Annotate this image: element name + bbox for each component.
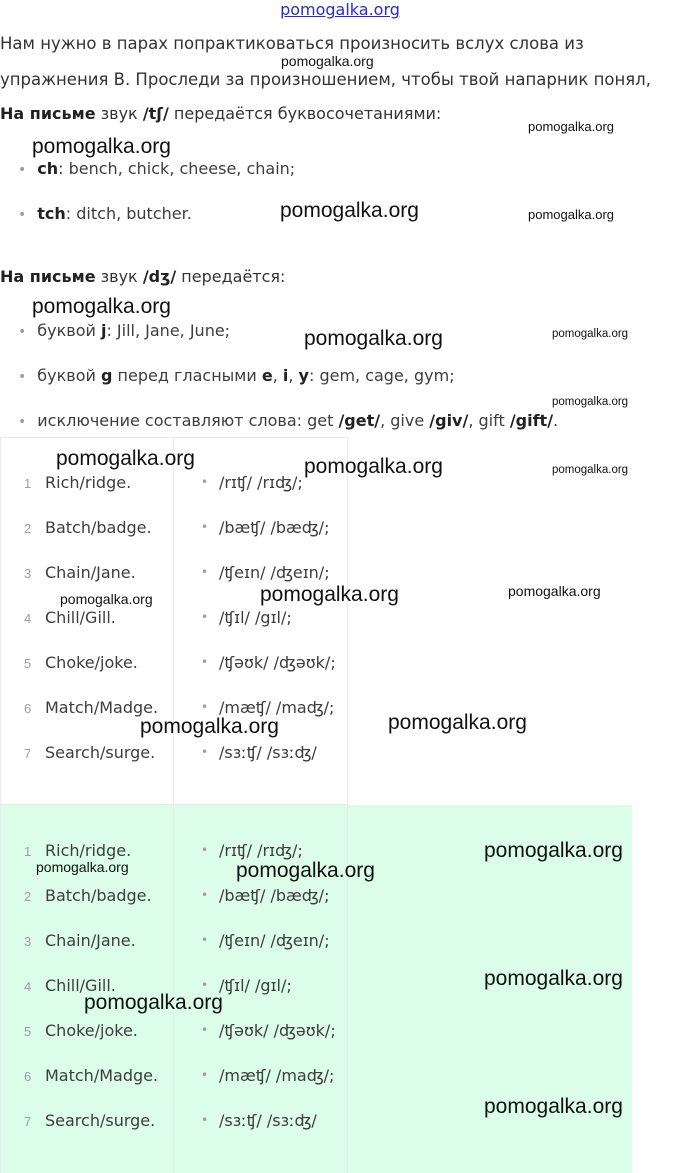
list-item [18,159,295,178]
transcription-pair: /ʧɪl/ /gɪl/; [219,608,292,627]
letter-combo: ch [37,159,59,178]
table-row [0,886,632,910]
word-pair: Rich/ridge. [45,841,132,860]
word-pair: Match/Madge. [45,1066,159,1085]
bullet-icon: • [201,888,209,902]
list-item [18,411,558,430]
intro-line-2: упражнения В. Проследи за произношением, чтобы твой напарник понял, [0,70,651,89]
row-number: 5 [24,1024,32,1039]
table-row [0,1021,632,1045]
word-pair: Match/Madge. [45,698,159,717]
word-pair: Chill/Gill. [45,608,116,627]
bullet-icon: • [201,475,209,489]
text: буквой [37,321,101,340]
row-number: 3 [24,934,32,949]
transcription-pair: /ʧəʊk/ /ʤəʊk/; [219,1021,336,1040]
table-row [0,653,632,677]
row-number: 1 [24,844,32,859]
transcription-pair: /ʧɪl/ /gɪl/; [219,976,292,995]
bullet-icon: • [201,1068,209,1082]
bullet-icon: • [18,162,27,178]
watermark: pomogalka.org [304,327,443,350]
transcription-pair: /bæʧ/ /bæʤ/; [219,518,330,537]
watermark: pomogalka.org [60,591,153,607]
bullet-icon: • [201,978,209,992]
watermark: pomogalka.org [484,967,623,990]
word-pair: Chain/Jane. [45,563,136,582]
bullet-icon: • [201,1113,209,1127]
bullet-icon: • [18,207,27,223]
watermark: pomogalka.org [552,328,629,340]
bullet-icon: • [201,843,209,857]
word-pair: Search/surge. [45,743,156,762]
text: буквой [37,366,101,385]
watermark: pomogalka.org [304,455,443,478]
text: , gift [468,411,510,430]
heading-text: звук [95,104,143,123]
transcription-pair: /rɪʧ/ /rɪʤ/; [219,841,303,860]
table-row [0,518,632,542]
row-number: 2 [24,889,32,904]
section-heading-dz [0,267,285,286]
heading-text: звук [95,267,143,286]
transcription-pair: /bæʧ/ /bæʤ/; [219,886,330,905]
transcription: /giv/ [429,411,469,430]
text: . [553,411,559,430]
watermark: pomogalka.org [528,207,614,222]
table-row [0,931,632,955]
bullet-icon: • [201,655,209,669]
table-row [0,698,632,722]
row-number: 6 [24,1069,32,1084]
examples: : gem, cage, gym; [308,366,455,385]
letter-combo: tch [37,204,66,223]
vowel: i [282,366,289,385]
bullet-icon: • [18,324,27,340]
bullet-icon: • [18,369,27,385]
watermark: pomogalka.org [484,839,623,862]
text: перед гласными [112,366,262,385]
watermark: pomogalka.org [388,711,527,734]
heading-text-end: передаётся буквосочетаниями: [168,104,442,123]
watermark: pomogalka.org [260,583,399,606]
heading-text-end: передаётся: [176,267,286,286]
list-item [18,204,192,223]
sound-dz: /dʒ/ [142,267,177,286]
transcription-pair: /sɜːʧ/ /sɜːʤ/ [219,1111,317,1130]
letter: g [100,366,113,385]
row-number: 1 [24,476,32,491]
row-number: 3 [24,566,32,581]
table-border [0,437,348,438]
word-pair: Rich/ridge. [45,473,132,492]
sound-tf: /tʃ/ [142,104,169,123]
text: , give [380,411,430,430]
list-item [18,366,455,385]
watermark: pomogalka.org [281,53,374,69]
watermark: pomogalka.org [484,1095,623,1118]
row-number: 7 [24,746,32,761]
word-pair: Batch/badge. [45,518,152,537]
examples: : ditch, butcher. [65,204,192,223]
vowel: e [261,366,273,385]
word-pair: Chain/Jane. [45,931,136,950]
examples: : Jill, Jane, June; [106,321,231,340]
word-pair: Choke/joke. [45,653,138,672]
word-pair: Choke/joke. [45,1021,138,1040]
text: , [288,366,299,385]
text: исключение составляют слова: get [37,411,339,430]
bullet-icon: • [201,700,209,714]
row-number: 4 [24,979,32,994]
row-number: 4 [24,611,32,626]
watermark: pomogalka.org [552,464,629,476]
row-number: 7 [24,1114,32,1129]
row-number: 2 [24,521,32,536]
watermark: pomogalka.org [280,199,419,222]
watermark: pomogalka.org [84,991,223,1014]
table-row [0,743,632,767]
transcription-pair: /ʧəʊk/ /ʤəʊk/; [219,653,336,672]
transcription: /gift/ [509,411,554,430]
table-row [0,1066,632,1090]
intro-line-1: Нам нужно в парах попрактиковаться произносить вслух слова из [0,34,584,53]
transcription-pair: /ʧeɪn/ /ʤeɪn/; [219,931,330,950]
row-number: 6 [24,701,32,716]
watermark: pomogalka.org [508,583,601,599]
pairs-table-plain [0,437,632,805]
letter: j [100,321,107,340]
transcription: /get/ [338,411,381,430]
watermark: pomogalka.org [32,295,171,318]
bullet-icon: • [18,414,27,430]
transcription-pair: /sɜːʧ/ /sɜːʤ/ [219,743,317,762]
word-pair: Search/surge. [45,1111,156,1130]
transcription-pair: /rɪʧ/ /rɪʤ/; [219,473,303,492]
heading-label: На письме [0,267,96,286]
list-item [18,321,230,340]
row-number: 5 [24,656,32,671]
bullet-icon: • [201,565,209,579]
word-pair: Chill/Gill. [45,976,116,995]
bullet-icon: • [201,933,209,947]
watermark: pomogalka.org [236,859,375,882]
watermark: pomogalka.org [32,135,171,158]
heading-label: На письме [0,104,96,123]
transcription-pair: /mæʧ/ /maʤ/; [219,1066,335,1085]
word-pair: Batch/badge. [45,886,152,905]
site-watermark-link[interactable]: pomogalka.org [280,0,400,19]
watermark: pomogalka.org [140,715,279,738]
transcription-pair: /mæʧ/ /maʤ/; [219,698,335,717]
section-heading-tf [0,104,441,123]
vowel: y [298,366,309,385]
watermark: pomogalka.org [552,396,629,408]
table-row [0,608,632,632]
transcription-pair: /ʧeɪn/ /ʤeɪn/; [219,563,330,582]
bullet-icon: • [201,610,209,624]
bullet-icon: • [201,1023,209,1037]
watermark: pomogalka.org [528,119,614,134]
examples: : bench, chick, cheese, chain; [58,159,296,178]
bullet-icon: • [201,520,209,534]
watermark: pomogalka.org [36,859,129,875]
watermark: pomogalka.org [56,447,195,470]
bullet-icon: • [201,745,209,759]
text: , [272,366,283,385]
